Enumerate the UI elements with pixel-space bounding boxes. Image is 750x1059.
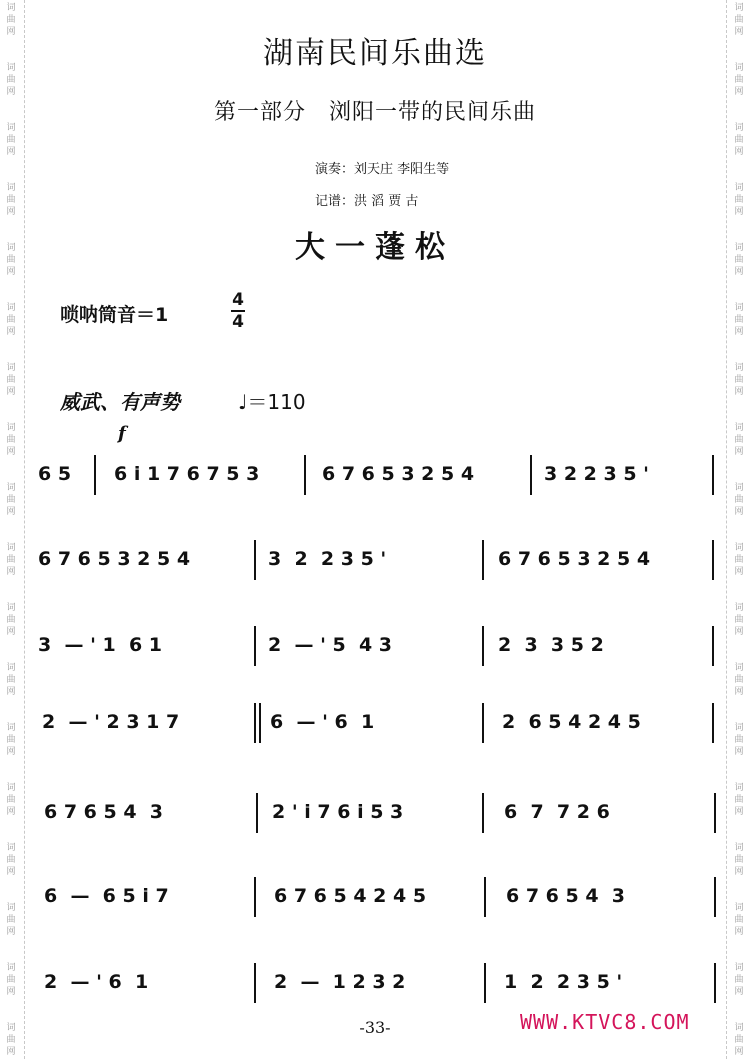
watermark-text: 词 曲 网	[734, 603, 744, 637]
time-signature-top: 4	[232, 290, 244, 310]
watermark-text: 词 曲 网	[734, 363, 744, 397]
performers-credit: 演奏：刘天庄 李阳生等	[315, 162, 450, 177]
barline	[484, 877, 486, 917]
barline	[254, 877, 256, 917]
measure: 6 7 6 5 4 3	[44, 801, 164, 823]
watermark-text: 词 曲 网	[734, 1023, 744, 1057]
watermark-text: 词 曲 网	[6, 543, 16, 577]
dynamic-forte: f	[118, 423, 126, 444]
measure: 2 — 1 2 3 2	[274, 971, 406, 993]
measure: 3 2 2 3 5 '	[268, 548, 387, 570]
measure: 2 — ' 2 3 1 7	[42, 711, 180, 733]
measure: 6 i 1 7 6 7 5 3	[114, 463, 260, 485]
watermark-text: 词 曲 网	[6, 663, 16, 697]
watermark-text: 词 曲 网	[734, 783, 744, 817]
measure: 6 7 6 5 3 2 5 4	[38, 548, 191, 570]
barline	[714, 793, 716, 833]
watermark-text: 词 曲 网	[6, 603, 16, 637]
watermark-text: 词 曲 网	[6, 903, 16, 937]
watermark-text: 词 曲 网	[734, 663, 744, 697]
watermark-text: 词 曲 网	[734, 303, 744, 337]
watermark-text: 词 曲 网	[6, 723, 16, 757]
time-signature	[230, 290, 246, 332]
watermark-text: 词 曲 网	[734, 963, 744, 997]
barline	[256, 793, 258, 833]
watermark-text: 词 曲 网	[6, 843, 16, 877]
watermark-text: 词 曲 网	[6, 363, 16, 397]
barline	[254, 626, 256, 666]
measure: 6 5	[38, 463, 72, 485]
measure: 2 6 5 4 2 4 5	[502, 711, 641, 733]
watermark-text: 词 曲 网	[6, 1023, 16, 1057]
watermark-text: 词 曲 网	[734, 423, 744, 457]
barline	[484, 963, 486, 1003]
watermark-text: 词 曲 网	[6, 783, 16, 817]
barline	[94, 455, 96, 495]
repeat-start-barline	[259, 703, 261, 743]
page-number: -33-	[359, 1018, 391, 1037]
watermark-text: 词 曲 网	[734, 243, 744, 277]
watermark-text: 词 曲 网	[734, 843, 744, 877]
watermark-text: 词 曲 网	[6, 963, 16, 997]
barline	[482, 540, 484, 580]
measure: 6 7 6 5 3 2 5 4	[498, 548, 651, 570]
transcribers-credit: 记谱：洪 滔 贾 古	[315, 194, 419, 209]
score-line-3	[36, 626, 726, 666]
measure: 2 ' i 7 6 i 5 3	[272, 801, 404, 823]
watermark-text: 词 曲 网	[6, 183, 16, 217]
barline	[714, 963, 716, 1003]
barline	[712, 455, 714, 495]
watermark-text: 词 曲 网	[734, 483, 744, 517]
watermark-text: 词 曲 网	[6, 123, 16, 157]
watermark-text: 词 曲 网	[6, 3, 16, 37]
right-margin-line	[726, 0, 727, 1059]
barline	[712, 626, 714, 666]
measure: 2 3 3 5 2	[498, 634, 604, 656]
measure: 6 7 6 5 4 2 4 5	[274, 885, 427, 907]
barline	[714, 877, 716, 917]
watermark-text: 词 曲 网	[734, 123, 744, 157]
repeat-start-barline	[254, 703, 256, 743]
watermark-text: 词 曲 网	[6, 303, 16, 337]
measure: 6 — 6 5 i 7	[44, 885, 169, 907]
key-signature: 唢呐筒音＝1	[60, 304, 169, 326]
measure: 3 2 2 3 5 '	[544, 463, 649, 485]
section-subtitle: 第一部分 浏阳一带的民间乐曲	[213, 100, 536, 125]
barline	[304, 455, 306, 495]
collection-title: 湖南民间乐曲选	[263, 36, 487, 71]
barline	[254, 963, 256, 1003]
tempo-mark: ♩＝110	[238, 390, 306, 414]
measure: 6 7 6 5 3 2 5 4	[322, 463, 475, 485]
score-line-2	[36, 540, 726, 580]
score-line-4	[36, 703, 726, 743]
time-signature-bottom: 4	[232, 312, 244, 332]
left-margin-line	[24, 0, 25, 1059]
measure: 2 — ' 6 1	[44, 971, 149, 993]
watermark-text: 词 曲 网	[734, 723, 744, 757]
measure: 3 — ' 1 6 1	[38, 634, 163, 656]
watermark-text: 词 曲 网	[734, 3, 744, 37]
right-watermark-strip	[728, 0, 750, 1059]
measure: 2 — ' 5 4 3	[268, 634, 393, 656]
barline	[482, 626, 484, 666]
measure: 6 — ' 6 1	[270, 711, 375, 733]
website-watermark[interactable]: WWW.KTVC8.COM	[520, 1010, 690, 1034]
barline	[712, 540, 714, 580]
measure: 6 7 7 2 6	[504, 801, 610, 823]
barline	[482, 793, 484, 833]
barline	[530, 455, 532, 495]
score-line-1	[36, 455, 726, 495]
watermark-text: 词 曲 网	[734, 183, 744, 217]
watermark-text: 词 曲 网	[734, 903, 744, 937]
expression-mark: 威武、有声势	[60, 390, 180, 414]
watermark-text: 词 曲 网	[734, 63, 744, 97]
watermark-text: 词 曲 网	[6, 483, 16, 517]
watermark-text: 词 曲 网	[6, 423, 16, 457]
measure: 6 7 6 5 4 3	[506, 885, 626, 907]
score-line-5	[36, 793, 726, 833]
watermark-text: 词 曲 网	[734, 543, 744, 577]
barline	[712, 703, 714, 743]
score-line-7	[36, 963, 726, 1003]
watermark-text: 词 曲 网	[6, 63, 16, 97]
barline	[482, 703, 484, 743]
left-watermark-strip	[0, 0, 22, 1059]
barline	[254, 540, 256, 580]
measure: 1 2 2 3 5 '	[504, 971, 623, 993]
watermark-text: 词 曲 网	[6, 243, 16, 277]
piece-title: 大一蓬松	[295, 230, 455, 265]
score-line-6	[36, 877, 726, 917]
